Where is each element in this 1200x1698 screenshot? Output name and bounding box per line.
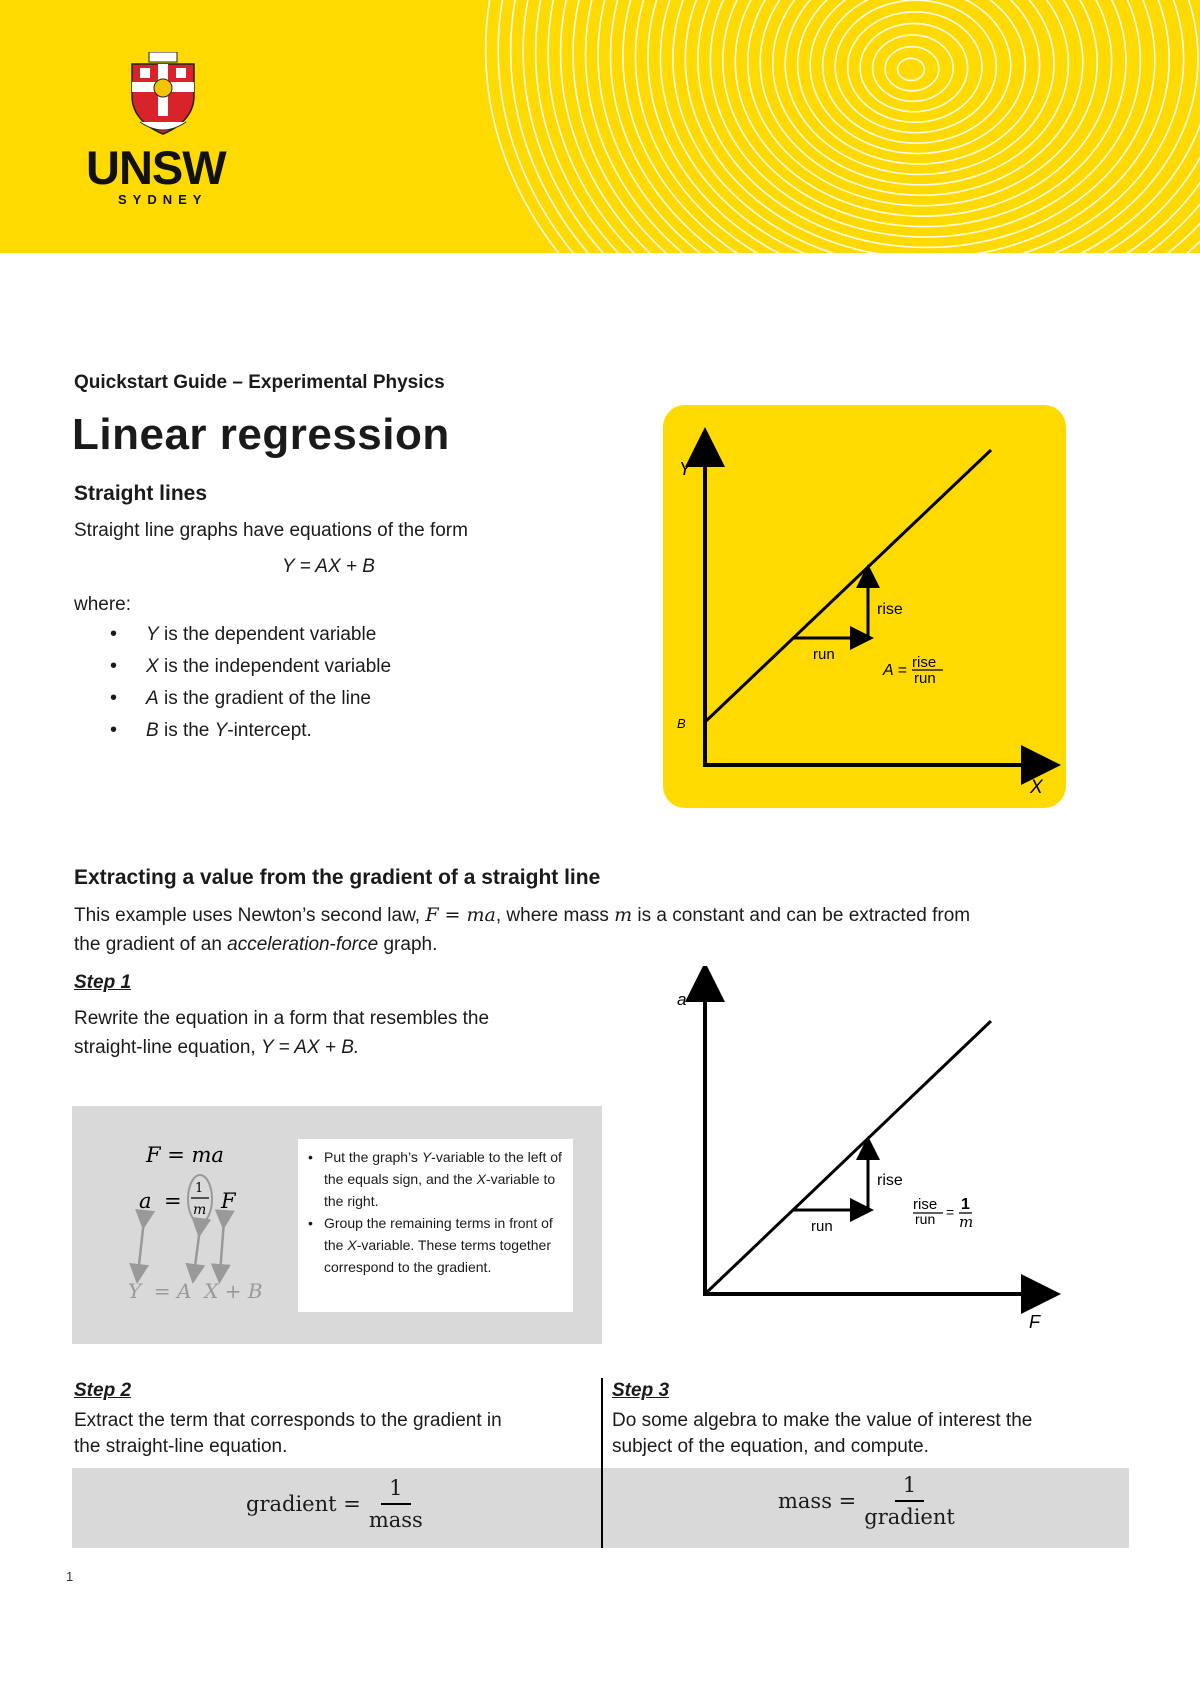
x-axis-label: X <box>1030 777 1043 798</box>
rise-label: rise <box>877 601 903 618</box>
equation-f-ma: F = ma <box>146 1143 224 1167</box>
equation-frac-den: m <box>193 1202 207 1218</box>
step2-text-line1: Extract the term that corresponds to the gradient in <box>74 1410 502 1431</box>
guide-kicker: Quickstart Guide – Experimental Physics <box>74 372 445 393</box>
page-title: Linear regression <box>72 410 450 459</box>
slope-formula-eq: = <box>946 1204 955 1220</box>
slope-formula-den2: m <box>959 1213 974 1231</box>
equation-var-f: F <box>221 1189 236 1213</box>
gradient-formula-lhs: A = <box>883 662 907 679</box>
rise-label: rise <box>877 1172 903 1189</box>
line-equation: Y = AX + B <box>282 556 375 577</box>
logo-wordmark: UNSW <box>86 141 226 194</box>
section2-paragraph-line1: This example uses Newton’s second law, F = ma, where mass m is a constant and can be extracted from <box>74 904 971 926</box>
f-axis-label: F <box>1029 1312 1040 1332</box>
crest-icon <box>128 52 198 136</box>
run-label: run <box>813 646 835 663</box>
list-item: • B is the Y-intercept. <box>110 720 391 752</box>
slope-formula-num: rise <box>913 1196 938 1213</box>
where-label: where: <box>74 594 132 615</box>
step1-text-line1: Rewrite the equation in a form that resembles the <box>74 1008 490 1029</box>
list-item: • X is the independent variable <box>110 656 391 688</box>
step3-heading: Step 3 <box>612 1380 670 1401</box>
gradient-formula-den: run <box>914 670 936 687</box>
step2-heading: Step 2 <box>74 1380 132 1401</box>
acceleration-force-line <box>705 1021 991 1294</box>
variable-list <box>110 624 391 752</box>
straight-line-diagram <box>663 405 1066 808</box>
step-divider <box>601 1378 603 1548</box>
step3-text-line1: Do some algebra to make the value of interest the <box>612 1410 1033 1431</box>
section-heading-straight-lines: Straight lines <box>74 482 208 505</box>
equation-frac-num: 1 <box>195 1181 204 1196</box>
list-item: • Group the remaining terms in front of the X-variable. These terms together correspond to the gradient. <box>304 1212 567 1278</box>
gradient-formula-num: rise <box>912 654 937 671</box>
list-item: • Y is the dependent variable <box>110 624 391 656</box>
equation-equals: = <box>164 1189 182 1213</box>
run-label: run <box>811 1218 833 1235</box>
intro-text: Straight line graphs have equations of the form <box>74 520 468 541</box>
gradient-equation: gradient = $\frac{1}{\text{mass}}$ <box>246 1476 423 1532</box>
mass-equation: mass = $\frac{1}{\text{gradient}}$ <box>778 1473 955 1529</box>
list-item: • A is the gradient of the line <box>110 688 391 720</box>
intercept-label: B <box>677 716 686 731</box>
step1-text-line2: straight-line equation, Y = AX + B. <box>74 1037 360 1058</box>
page-number: 1 <box>66 1569 74 1584</box>
slope-formula-den: run <box>915 1211 936 1227</box>
regression-line <box>705 450 991 722</box>
acceleration-force-graph <box>663 966 1083 1346</box>
step2-text-line2: the straight-line equation. <box>74 1436 288 1457</box>
logo-subtext: SYDNEY <box>118 192 208 207</box>
step1-heading: Step 1 <box>74 972 132 993</box>
y-axis-label: Y <box>679 459 692 479</box>
slope-formula-num2: 1 <box>961 1196 970 1213</box>
header-banner <box>0 0 1200 253</box>
step3-text-line2: subject of the equation, and compute. <box>612 1436 929 1457</box>
straight-line-graph <box>663 405 1066 808</box>
section2-paragraph-line2: the gradient of an acceleration-force graph. <box>74 934 438 955</box>
rearrangement-equations <box>72 1106 302 1344</box>
equation-template: Y = A X + B <box>128 1279 263 1303</box>
list-item: • Put the graph’s Y-variable to the left of the equals sign, and the X-variable to the right. <box>304 1146 567 1212</box>
step1-notes <box>298 1139 573 1312</box>
equation-lhs-a: a <box>139 1189 152 1213</box>
section-heading-gradient: Extracting a value from the gradient of a straight line <box>74 866 601 889</box>
a-axis-label: a <box>677 990 687 1009</box>
